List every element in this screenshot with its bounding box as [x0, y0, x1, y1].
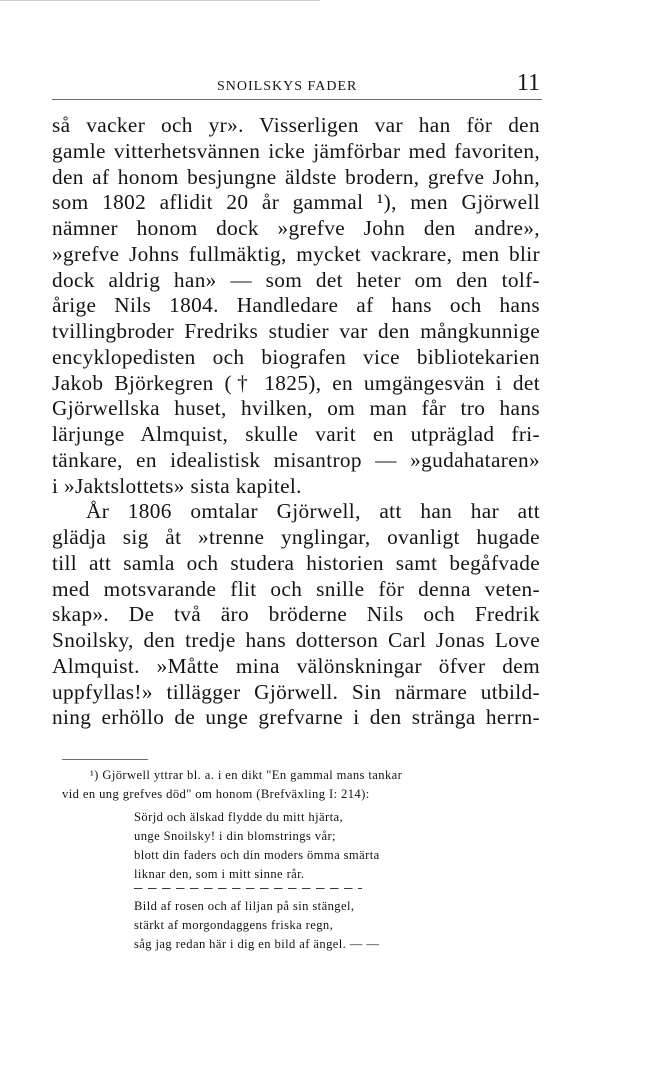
text-line: År 1806 omtalar Gjörwell, att han har att — [86, 499, 540, 524]
stanza-separator — [134, 888, 362, 890]
header-rule — [52, 99, 542, 100]
text-line: skap». De två äro bröderne Nils och Fredrik — [52, 602, 540, 627]
text-line: glädja sig åt »trenne ynglingar, ovanligt hugade — [52, 525, 540, 549]
running-head-title: SNOILSKYS FADER — [217, 79, 358, 94]
footnote — [62, 766, 540, 804]
paragraph-2 — [52, 499, 540, 731]
running-head — [52, 70, 540, 100]
text-line: tänkare, en idealistisk misantrop — »gudahataren» — [52, 447, 540, 472]
text-line: uppfyllas!» tillägger Gjörwell. Sin närmare utbild- — [52, 679, 540, 704]
poem-verse: blott din faders och din moders ömma smärta — [134, 848, 380, 862]
text-line: Snoilsky, den tredje hans dotterson Carl Jonas Love — [52, 628, 540, 652]
text-line: till att samla och studera historien samt begåfvade — [52, 550, 540, 575]
poem-verse: Sörjd och älskad flydde du mitt hjärta, — [134, 810, 344, 824]
text-line: i »Jaktslottets» sista kapitel. — [52, 473, 302, 498]
text-line: dock aldrig han» — som det heter om den tolf- — [52, 267, 540, 292]
poem-stanza-1 — [134, 808, 494, 884]
poem-verse: såg jag redan här i dig en bild af ängel. — — — [134, 937, 380, 951]
text-line: Jakob Björkegren († 1825), en umgängesvän i det — [52, 370, 540, 395]
text-line: den af honom besjungne äldste brodern, grefve John, — [52, 164, 540, 189]
text-line: nämner honom dock »grefve John den andre», — [52, 216, 540, 240]
text-line: tvillingbroder Fredriks studier var den mångkunnige — [52, 319, 540, 343]
text-line: Almquist. »Måtte mina välönskningar öfver dem — [52, 653, 540, 678]
footnote-line: ¹) Gjörwell yttrar bl. a. i en dikt "En gammal mans tankar — [90, 768, 403, 782]
scan-edge-line — [0, 0, 320, 1]
main-text — [52, 113, 540, 731]
text-line: Gjörwellska huset, hvilken, om man får tro hans — [52, 396, 540, 421]
text-line: årige Nils 1804. Handledare af hans och hans — [52, 293, 540, 318]
footnote-line: vid en ung grefves död" om honom (Brefväxling I: 214): — [62, 787, 370, 801]
text-line: så vacker och yr». Visserligen var han för den — [52, 113, 540, 137]
text-line: med motsvarande flit och snille för denna veten- — [52, 576, 540, 601]
text-line: lärjunge Almquist, skulle varit en utpräglad fri- — [52, 422, 540, 446]
footnote-rule — [62, 759, 148, 760]
text-line: som 1802 aflidit 20 år gammal ¹), men Gjörwell — [52, 190, 540, 215]
text-line: encyklopedisten och biografen vice bibliotekarien — [52, 344, 540, 369]
poem-verse: Bild af rosen och af liljan på sin stängel, — [134, 899, 355, 913]
paragraph-1 — [52, 113, 540, 499]
text-line: »grefve Johns fullmäktig, mycket vackrare, men blir — [52, 241, 540, 266]
poem-verse: unge Snoilsky! i din blomstrings vår; — [134, 829, 336, 843]
page-number: 11 — [516, 70, 540, 96]
poem-stanza-2 — [134, 897, 494, 954]
poem-verse: liknar den, som i mitt sinne rår. — [134, 867, 305, 881]
text-line: gamle vitterhetsvännen icke jämförbar med favoriten, — [52, 138, 540, 163]
poem-verse: stärkt af morgondaggens friska regn, — [134, 918, 334, 932]
text-line: ning erhöllo de unge grefvarne i den stränga herrn- — [52, 705, 540, 730]
